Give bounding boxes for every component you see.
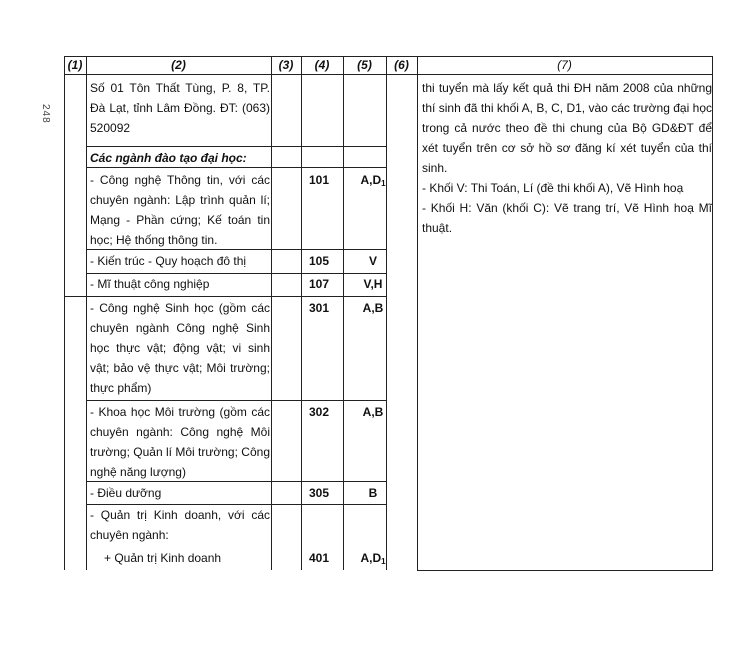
col7-notes [422,78,712,238]
col-line-3 [271,56,272,570]
cell-section-heading: Các ngành đào tạo đại học: [90,151,247,165]
col7-bottom [417,570,713,571]
cell-mi-thuat: - Mĩ thuật công nghiệp [90,277,210,291]
header-col-5: (5) [357,58,372,72]
cell-cntt: - Công nghệ Thông tin, với các chuyên ngành: Lập trình quản lí; Mạng - Phần cứng; Kế toán tin học; Hệ thống thông tin. [90,173,270,247]
header-col-7: (7) [557,58,572,72]
block-cn-sinh-hoc: A,B [362,301,384,315]
col7-paragraph-3: - Khối H: Văn (khối C): Vẽ trang trí, Vẽ Hình hoạ Mĩ thuật. [422,201,712,235]
header-col-4: (4) [314,58,330,72]
row-line [64,296,387,297]
cell-dieu-duong: - Điều dưỡng [90,486,162,500]
col-line-5 [343,56,344,570]
code-khmt: 302 [308,405,330,419]
block-dieu-duong: B [368,486,378,500]
col-line-7 [417,56,418,570]
code-dieu-duong: 305 [308,486,330,500]
block-qtkd-sub [347,548,399,572]
block-qtkd-sub-text: A,D [360,551,382,565]
col7-paragraph-2: - Khối V: Thi Toán, Lí (đề thi khối A), Vẽ Hình hoạ [422,181,684,195]
cell-address: Số 01 Tôn Thất Tùng, P. 8, TP. Đà Lạt, tỉnh Lâm Đồng. ĐT: (063) 520092 [90,81,270,135]
cell-qtkd-sub: + Quản trị Kinh doanh [104,551,222,565]
cell-qtkd: - Quản trị Kinh doanh, với các chuyên ngành: [90,508,270,542]
code-kien-truc: 105 [308,254,330,268]
col-line-1 [64,56,65,570]
cell-kien-truc: - Kiến trúc - Quy hoạch đô thị [90,254,247,268]
block-kien-truc: V [368,254,377,268]
header-line [64,74,713,75]
cell-cn-sinh-hoc: - Công nghệ Sinh học (gồm các chuyên ngành Công nghệ Sinh học thực vật; động vật; vi sinh vật; bảo vệ thực vật; Môi trường; thực phẩm) [90,301,270,395]
header-col-2: (2) [171,58,186,72]
top-border [64,56,713,57]
col-line-8 [712,56,713,570]
col7-paragraph-1: thi tuyển mà lấy kết quả thi ĐH năm 2008 của những thí sinh đã thi khối A, B, C, D1, vào các trường đại học trong cả nước theo đề thi chung của Bộ GD&ĐT để xét tuyển trên cơ sở hồ sơ đăng kí xét tuyển của thí sinh. [422,81,712,175]
col-line-2 [86,56,87,570]
header-col-3: (3) [278,58,294,72]
block-qtkd-sub-sub: 1 [381,557,386,566]
row-line [86,146,387,147]
cell-khmt: - Khoa học Môi trường (gồm các chuyên ngành: Công nghệ Môi trường; Quản lí Môi trường; Công nghệ năng lượng) [90,405,270,479]
code-cn-sinh-hoc: 301 [308,301,330,315]
block-khmt: A,B [362,405,384,419]
header-col-6: (6) [394,58,409,72]
block-cntt [347,170,399,194]
header-col-1: (1) [67,58,83,72]
code-cntt: 101 [308,173,330,187]
block-cntt-text: A,D [360,173,382,187]
block-mi-thuat: V,H [363,277,383,291]
row-line [86,400,387,401]
block-cntt-sub: 1 [381,179,386,188]
page-number: 248 [40,104,51,124]
code-mi-thuat: 107 [308,277,330,291]
code-qtkd-sub: 401 [308,551,330,565]
col-line-4 [301,56,302,570]
